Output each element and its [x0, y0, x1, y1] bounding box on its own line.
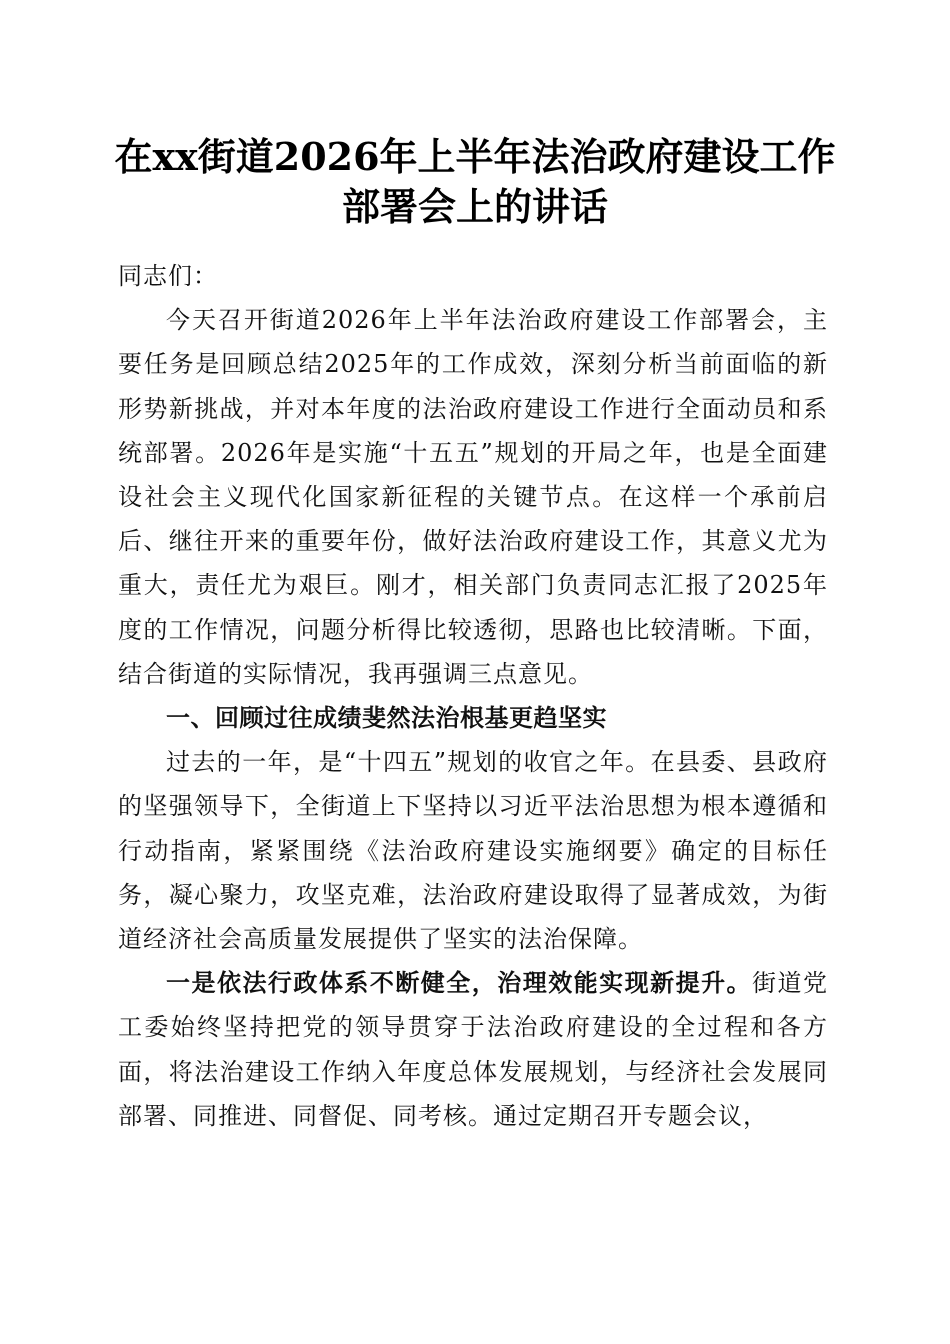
section-heading-1: 一、回顾过往成绩斐然法治根基更趋坚实	[166, 704, 607, 733]
salutation: 同志们：	[118, 262, 218, 290]
paragraph-review: 过去的一年，是“十四五”规划的收官之年。在县委、县政府的坚强领导下，全街道上下坚持以习近平法治思想为根本遵循和行动指南，紧紧围绕《法治政府建设实施纲要》确定的目标任务，凝心聚力，攻坚克难，法治政府建设取得了显著成效，为街道经济社会高质量发展提供了坚实的法治保障。	[118, 748, 828, 954]
point-1-lead: 一是依法行政体系不断健全，治理效能实现新提升。	[166, 968, 753, 998]
point-1-body: 街道党工委始终坚持把党的领导贯穿于法治政府建设的全过程和各方面，将法治建设工作纳入年度总体发展规划，与经济社会发展同部署、同推进、同督促、同考核。通过定期召开专题会议，	[118, 969, 829, 1130]
paragraph-intro: 今天召开街道2026年上半年法治政府建设工作部署会，主要任务是回顾总结2025年的工作成效，深刻分析当前面临的新形势新挑战，并对本年度的法治政府建设工作进行全面动员和系统部署。2026年是实施“十五五”规划的开局之年，也是全面建设社会主义现代化国家新征程的关键节点。在这样一个承前启后、继往开来的重要年份，做好法治政府建设工作，其意义尤为重大，责任尤为艰巨。刚才，相关部门负责同志汇报了2025年度的工作情况，问题分析得比较透彻，思路也比较清晰。下面，结合街道的实际情况，我再强调三点意见。	[118, 306, 828, 688]
paragraph-point-1	[118, 961, 828, 1138]
document-body	[118, 254, 828, 1138]
document-title: 在xx街道2026年上半年法治政府建设工作部署会上的讲话	[114, 134, 836, 229]
